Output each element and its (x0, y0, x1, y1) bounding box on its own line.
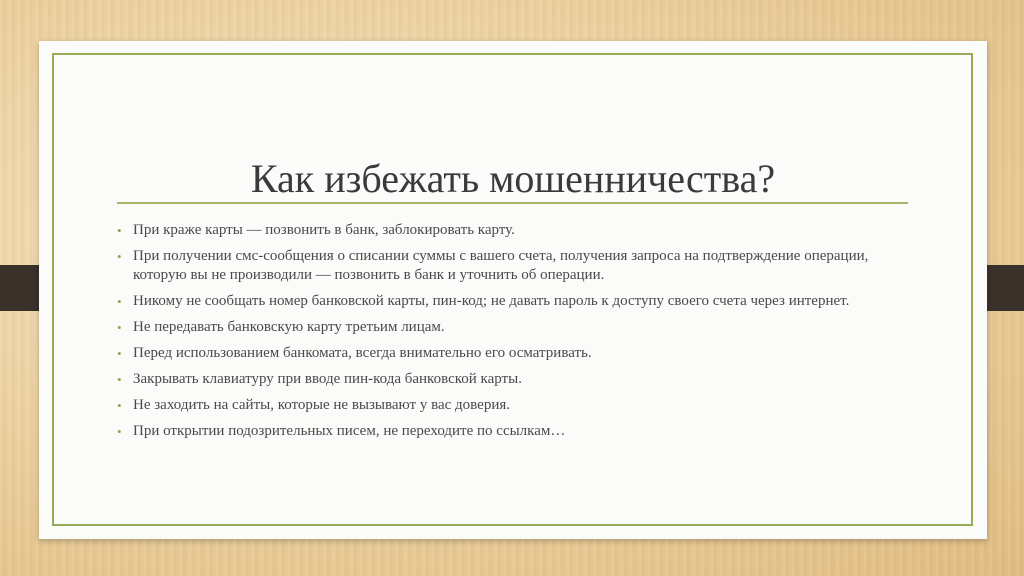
bullet-dot-icon: • (117, 320, 122, 335)
bullet-text: При краже карты — позвонить в банк, заблокировать карту. (133, 222, 515, 238)
bullet-text: Закрывать клавиатуру при вводе пин-кода банковской карты. (133, 371, 522, 387)
bullet-item (117, 221, 917, 240)
bullet-dot-icon: • (117, 372, 122, 387)
title-divider (117, 202, 908, 204)
bullet-text: Никому не сообщать номер банковской карты, пин-код; не давать пароль к доступу своего счета через интернет. (133, 293, 850, 309)
bullet-dot-icon: • (117, 223, 122, 238)
bullet-dot-icon: • (117, 294, 122, 309)
bullet-item (117, 344, 917, 363)
bullet-text: При получении смс-сообщения о списании суммы с вашего счета, получения запроса на подтверждение операции, которую вы не производили — позвонить в банк и уточнить об операции. (133, 248, 869, 283)
bullet-dot-icon: • (117, 249, 122, 264)
slide-title: Как избежать мошенничества? (250, 156, 776, 201)
bullet-text: Не заходить на сайты, которые не вызывают у вас доверия. (133, 397, 511, 413)
bullet-item (117, 396, 917, 415)
bullet-item (117, 422, 917, 441)
bullet-text: Перед использованием банкомата, всегда внимательно его осматривать. (133, 345, 592, 361)
bullet-text: Не передавать банковскую карту третьим лицам. (133, 319, 445, 335)
bullet-list (117, 221, 917, 448)
bullet-item (117, 292, 917, 311)
bullet-item (117, 318, 917, 337)
bullet-item (117, 247, 917, 285)
slide-card (39, 41, 987, 539)
bullet-dot-icon: • (117, 424, 122, 439)
bullet-text: При открытии подозрительных писем, не переходите по ссылкам… (133, 423, 566, 439)
bullet-dot-icon: • (117, 398, 122, 413)
bullet-dot-icon: • (117, 346, 122, 361)
bullet-item (117, 370, 917, 389)
